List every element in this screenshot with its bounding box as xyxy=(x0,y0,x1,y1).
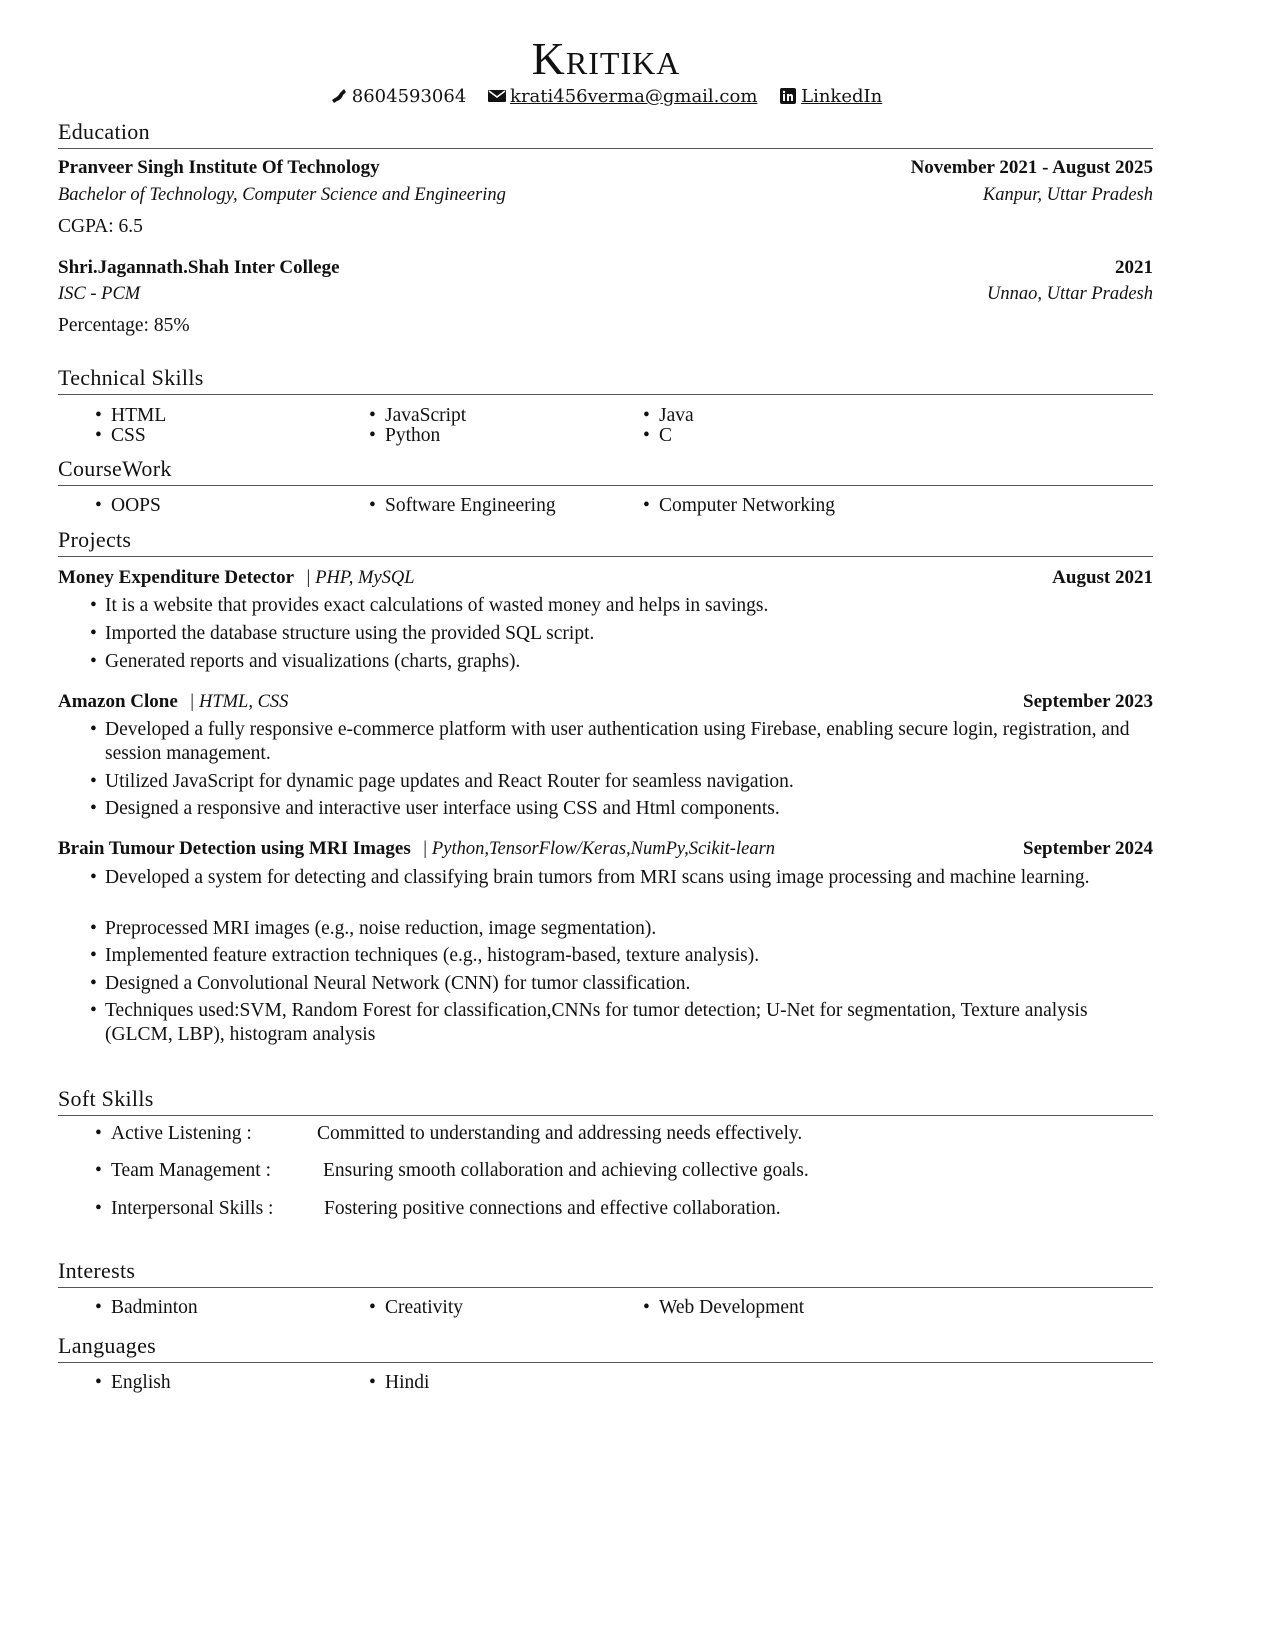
soft-skill-label: • Active Listening : xyxy=(95,1123,317,1145)
language: • English xyxy=(95,1373,369,1393)
interest: • Creativity xyxy=(369,1298,643,1318)
education-detail xyxy=(58,284,1153,305)
bullet: • Developed a fully responsive e-commerce platform with user authentication using Firebase, enabling secure login, registration, and session management. xyxy=(90,718,1135,766)
bullet: • Designed a Convolutional Neural Network (CNN) for tumor classification. xyxy=(90,972,1135,996)
interests-list xyxy=(95,1298,917,1318)
phone-number: 8604593064 xyxy=(351,86,467,107)
interest: • Badminton xyxy=(95,1298,369,1318)
contact-line xyxy=(0,86,1212,107)
project-title: Brain Tumour Detection using MRI Images xyxy=(58,838,411,859)
bullet: • Generated reports and visualizations (charts, graphs). xyxy=(90,650,1135,674)
bullet: • It is a website that provides exact calculations of wasted money and helps in savings. xyxy=(90,594,1135,618)
course: • Computer Networking xyxy=(643,496,917,516)
section-heading: Interests xyxy=(58,1258,136,1283)
skill: • Java xyxy=(643,406,917,426)
project-date: September 2024 xyxy=(1023,838,1153,859)
project-title: Money Expenditure Detector xyxy=(58,567,295,588)
project-tech: | Python,TensorFlow/Keras,NumPy,Scikit-learn xyxy=(422,839,776,859)
course: • Software Engineering xyxy=(369,496,643,516)
skill: • C xyxy=(643,426,917,446)
project-header xyxy=(58,838,1153,860)
skills-section xyxy=(58,365,1153,395)
section-heading: CourseWork xyxy=(58,456,172,481)
soft-skill xyxy=(95,1198,781,1220)
education-section xyxy=(58,119,1153,149)
project-tech: | HTML, CSS xyxy=(189,692,289,712)
phone xyxy=(330,86,467,107)
school-name: Pranveer Singh Institute Of Technology xyxy=(58,157,380,178)
skill: • JavaScript xyxy=(369,406,643,426)
skill: • Python xyxy=(369,426,643,446)
candidate-name: Kritika xyxy=(531,33,681,84)
bullet: • Implemented feature extraction techniques (e.g., histogram-based, texture analysis). xyxy=(90,944,1135,968)
languages-list xyxy=(95,1373,643,1393)
soft-skill-desc: Fostering positive connections and effective collaboration. xyxy=(324,1198,781,1219)
bullet: • Developed a system for detecting and classifying brain tumors from MRI scans using image processing and machine learning. xyxy=(90,866,1135,890)
soft-skill-desc: Committed to understanding and addressing needs effectively. xyxy=(317,1123,803,1144)
course: • OOPS xyxy=(95,496,369,516)
degree: Bachelor of Technology, Computer Science and Engineering xyxy=(58,185,506,205)
soft-skill-label: • Team Management : xyxy=(95,1160,323,1182)
bullet: • Preprocessed MRI images (e.g., noise reduction, image segmentation). xyxy=(90,917,1135,941)
project-title: Amazon Clone xyxy=(58,691,178,712)
language: • Hindi xyxy=(369,1373,643,1393)
skill: • HTML xyxy=(95,406,369,426)
soft-skills-section xyxy=(58,1086,1153,1116)
location: Unnao, Uttar Pradesh xyxy=(987,284,1153,304)
languages-section xyxy=(58,1333,1153,1363)
soft-skill xyxy=(95,1160,809,1182)
soft-skill xyxy=(95,1123,802,1145)
section-heading: Education xyxy=(58,119,150,144)
education-entry xyxy=(58,257,1153,279)
interest: • Web Development xyxy=(643,1298,917,1318)
project-date: August 2021 xyxy=(1052,567,1153,588)
linkedin-icon xyxy=(779,88,797,104)
section-heading: Soft Skills xyxy=(58,1086,154,1111)
interests-section xyxy=(58,1258,1153,1288)
dates: November 2021 - August 2025 xyxy=(910,157,1153,178)
section-heading: Languages xyxy=(58,1333,156,1358)
section-heading: Technical Skills xyxy=(58,365,204,390)
skills-list xyxy=(95,406,917,446)
phone-icon xyxy=(330,88,348,104)
degree: ISC - PCM xyxy=(58,284,141,304)
skill: • CSS xyxy=(95,426,369,446)
location: Kanpur, Uttar Pradesh xyxy=(982,185,1153,205)
linkedin-link[interactable]: LinkedIn xyxy=(801,86,883,107)
section-heading: Projects xyxy=(58,527,132,552)
bullet: • Techniques used:SVM, Random Forest for classification,CNNs for tumor detection; U-Net for segmentation, Texture analysis (GLCM, LBP), histogram analysis xyxy=(90,999,1135,1047)
project-tech: | PHP, MySQL xyxy=(305,568,415,588)
project-date: September 2023 xyxy=(1023,691,1153,712)
score: Percentage: 85% xyxy=(58,315,190,336)
soft-skill-label: • Interpersonal Skills : xyxy=(95,1198,324,1220)
soft-skill-desc: Ensuring smooth collaboration and achieving collective goals. xyxy=(323,1160,809,1181)
linkedin xyxy=(779,86,882,107)
coursework-section xyxy=(58,456,1153,486)
score: CGPA: 6.5 xyxy=(58,216,143,237)
education-entry xyxy=(58,157,1153,179)
projects-section xyxy=(58,527,1153,557)
school-name: Shri.Jagannath.Shah Inter College xyxy=(58,257,340,278)
coursework-list xyxy=(95,496,917,516)
bullet: • Utilized JavaScript for dynamic page updates and React Router for seamless navigation. xyxy=(90,770,1135,794)
project-header xyxy=(58,691,1153,713)
bullet: • Imported the database structure using the provided SQL script. xyxy=(90,622,1135,646)
envelope-icon xyxy=(488,88,506,104)
dates: 2021 xyxy=(1115,257,1153,278)
education-detail xyxy=(58,185,1153,206)
project-header xyxy=(58,567,1153,589)
bullet: • Designed a responsive and interactive user interface using CSS and Html components. xyxy=(90,797,1135,821)
email xyxy=(488,86,757,107)
email-link[interactable]: krati456verma@gmail.com xyxy=(510,86,758,107)
